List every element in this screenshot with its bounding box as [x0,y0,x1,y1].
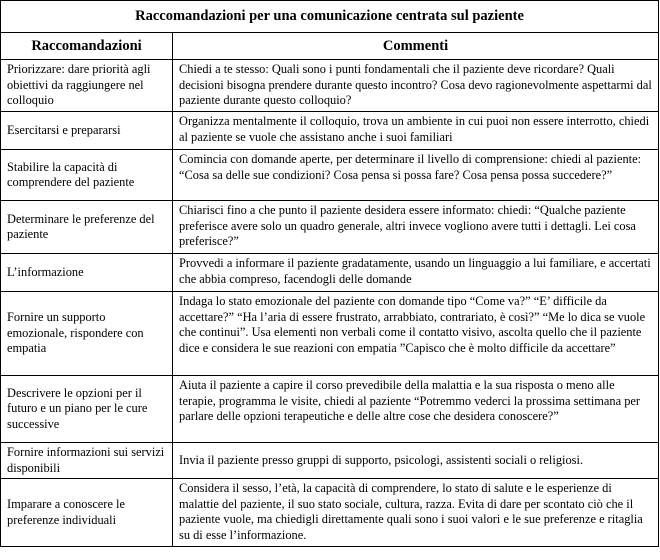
header-recommendations: Raccomandazioni [1,33,173,60]
comment-cell: Chiedi a te stesso: Quali sono i punti fondamentali che il paziente deve ricordare? Quali decisioni bisogna prendere durante questo incontro? Cosa devo ragionevolmente aspettarmi dal paziente durante questo colloquio? [173,60,659,112]
comment-cell: Organizza mentalmente il colloquio, trova un ambiente in cui puoi non essere interrotto, chiedi al paziente se vuole che assistano anche i suoi familiari [173,112,659,150]
table-row [1,150,659,201]
table-row [1,254,659,292]
table-row [1,479,659,547]
recommendation-cell: Esercitarsi e prepararsi [1,112,173,150]
recommendation-cell: Fornire un supporto emozionale, rispondere con empatia [1,292,173,376]
comment-cell: Chiarisci fino a che punto il paziente desidera essere informato: chiedi: “Qualche paziente preferisce avere solo un quadro generale, altri invece vogliono avere tutti i dettagli. Lei cosa preferisce?” [173,201,659,254]
table-row [1,112,659,150]
recommendation-cell: Stabilire la capacità di comprendere del paziente [1,150,173,201]
recommendation-cell: Descrivere le opzioni per il futuro e un piano per le cure successive [1,376,173,443]
table-row [1,292,659,376]
comment-cell: Invia il paziente presso gruppi di supporto, psicologi, assistenti sociali o religiosi. [173,443,659,479]
table-row [1,60,659,112]
comment-cell: Provvedi a informare il paziente gradatamente, usando un linguaggio a lui familiare, e accertati che abbia compreso, facendogli delle domande [173,254,659,292]
comment-cell: Aiuta il paziente a capire il corso prevedibile della malattia e la sua risposta o meno alle terapie, programma le visite, chiedi al paziente “Potremmo vederci la prossima settimana per parlare delle opzioni terapeutiche e delle altre cose che desidera conoscere?” [173,376,659,443]
title-row [1,1,659,33]
table-row [1,443,659,479]
header-comments: Commenti [173,33,659,60]
recommendation-cell: L’informazione [1,254,173,292]
recommendation-cell: Imparare a conoscere le preferenze individuali [1,479,173,547]
table-row [1,376,659,443]
comment-cell: Considera il sesso, l’età, la capacità di comprendere, lo stato di salute e le esperienze di malattie del paziente, il suo stato sociale, cultura, razza. Evita di dare per scontato ciò che il paziente vuole, ma chiedigli direttamente quali sono i suoi valori e le sue preferenze e ritaglia su di esse l’informazione. [173,479,659,547]
recommendation-cell: Fornire informazioni sui servizi disponibili [1,443,173,479]
recommendation-cell: Priorizzare: dare priorità agli obiettivi da raggiungere nel colloquio [1,60,173,112]
comment-cell: Comincia con domande aperte, per determinare il livello di comprensione: chiedi al paziente: “Cosa sa delle sue condizioni? Cosa pensa si possa fare? Cosa pensa possa succedere?” [173,150,659,201]
table-title: Raccomandazioni per una comunicazione centrata sul paziente [1,1,659,33]
recommendation-cell: Determinare le preferenze del paziente [1,201,173,254]
comment-cell: Indaga lo stato emozionale del paziente con domande tipo “Come va?” “E’ difficile da accettare?” “Ha l’aria di essere frustrato, arrabbiato, contrariato, è così?” “Me lo dica se vuole che continui”. Usa elementi non verbali come il contatto visivo, ascolta quello che il paziente dice e considera le sue reazioni con empatia ”Capisco che è molto difficile da accettare” [173,292,659,376]
header-row [1,33,659,60]
table-row [1,201,659,254]
